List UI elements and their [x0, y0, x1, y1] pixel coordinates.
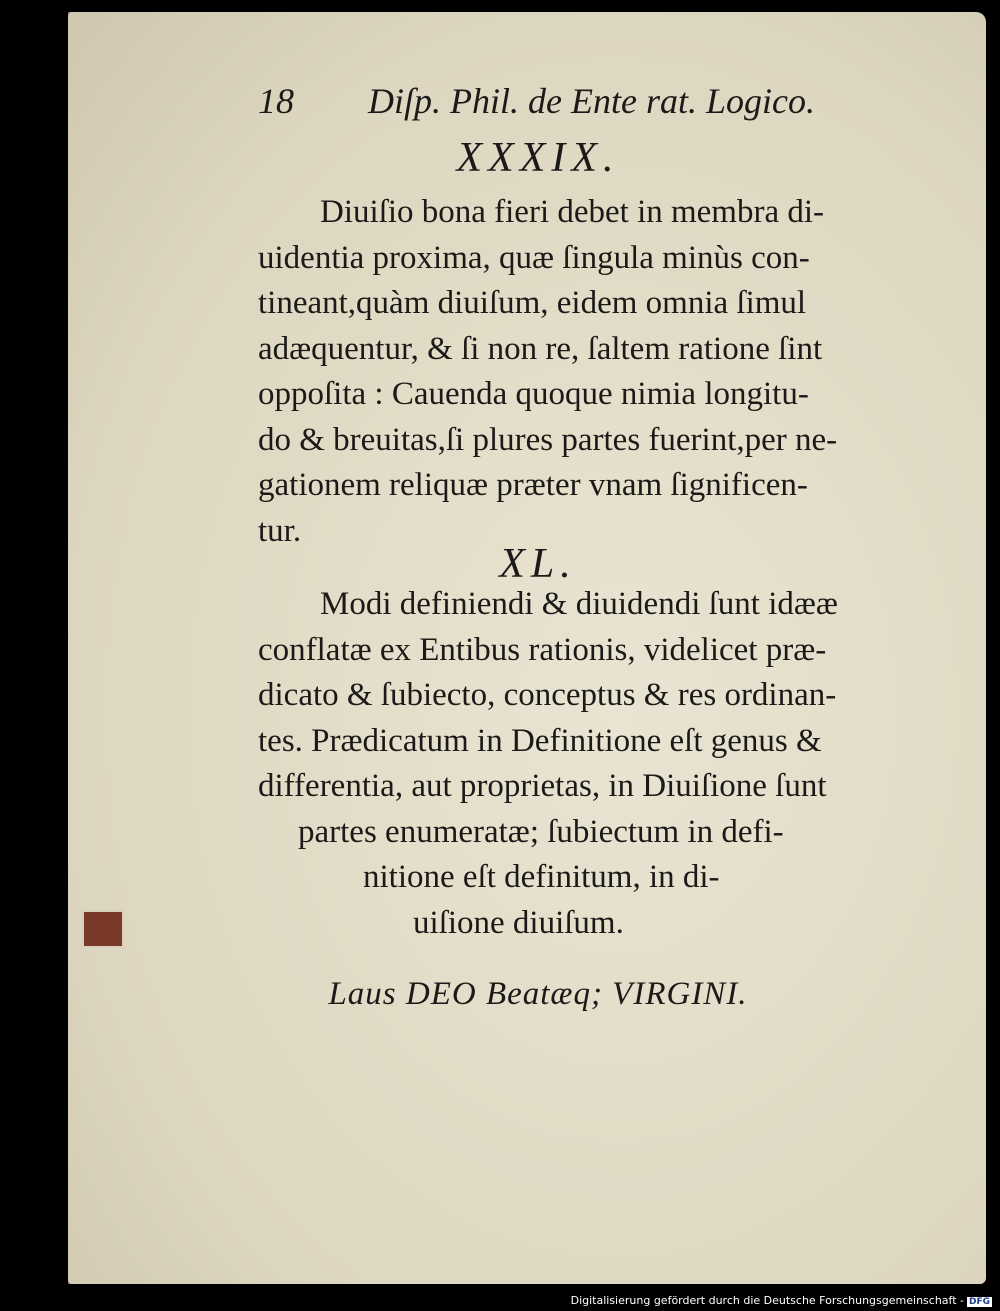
running-title: Diſp. Phil. de Ente rat. Logico.: [368, 81, 815, 121]
text-line: conflatæ ex Entibus rationis, videlicet præ-: [258, 631, 827, 668]
dfg-logo: DFG: [968, 1297, 990, 1307]
section-numeral-xl: XL.: [499, 541, 577, 587]
text-line: partes enumeratæ; ſubiectum in defi-: [298, 813, 784, 850]
text-line: uiſione diuiſum.: [413, 904, 624, 941]
text-line: do & breuitas,ſi plures partes fuerint,per ne-: [258, 421, 838, 458]
running-head: [258, 80, 818, 124]
section-numeral-xxxix: XXXIX.: [456, 135, 620, 181]
digitization-credit: [571, 1294, 992, 1307]
paragraph-xxxix: [258, 190, 918, 554]
paragraph-xl: [258, 582, 918, 946]
text-line: dicato & ſubiecto, conceptus & res ordinan-: [258, 677, 837, 713]
text-line: oppoſita : Cauenda quoque nimia longitu-: [258, 376, 809, 412]
text-line: tineant,quàm diuiſum, eidem omnia ſimul: [258, 285, 807, 321]
text-line: Modi definiendi & diuidendi ſunt idææ: [320, 586, 838, 622]
text-line: gationem reliquæ præter vnam ſignificen-: [258, 467, 808, 503]
page-number: 18: [258, 81, 294, 121]
text-line: uidentia proxima, quæ ſingula minùs con-: [258, 239, 810, 276]
text-line: Diuiſio bona fieri debet in membra di-: [320, 194, 825, 230]
text-line: adæquentur, & ſi non re, ſaltem ratione ſint: [258, 330, 823, 367]
text-line: nitione eſt definitum, in di-: [363, 859, 720, 895]
text-line: tur.: [258, 512, 302, 549]
text-line: tes. Prædicatum in Definitione eſt genus &: [258, 722, 822, 759]
credit-text: Digitalisierung gefördert durch die Deutsche Forschungsgemeinschaft -: [570, 1294, 964, 1307]
text-line: differentia, aut proprietas, in Diuiſione ſunt: [258, 768, 827, 804]
page-tab-marker: [82, 910, 124, 948]
closing-invocation: Laus DEO Beatæq; VIRGINI.: [328, 976, 748, 1012]
